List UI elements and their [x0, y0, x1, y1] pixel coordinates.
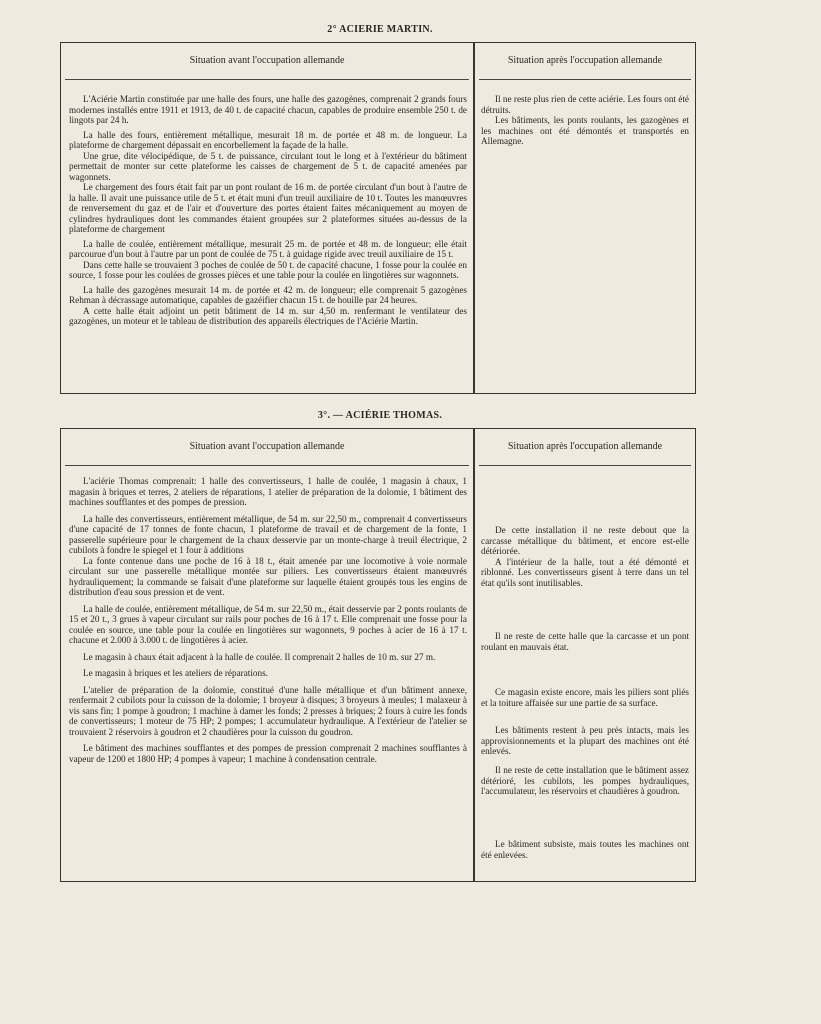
after-block-chaux: [481, 687, 689, 708]
paragraph: Le bâtiment subsiste, mais toutes les machines ont été enlevées.: [481, 839, 689, 860]
section-heading-acierie-thomas: 3°. — ACIÉRIE THOMAS.: [317, 410, 443, 421]
column-header-after: Situation après l'occupation allemande: [507, 55, 663, 66]
column-after-occupation: [475, 43, 695, 393]
paragraph: La fonte contenue dans une poche de 16 à 18 t., était amenée par une locomotive à voie normale circulant sur une passerelle métallique montée sur piliers. Les convertisseurs étaient manœuvrés hydrauliquement; la commande se faisait d'une plateforme sur laquelle étaient groupés tous les engins de distribution d'eau sous pression et de vent.: [69, 555, 467, 597]
paragraph: De cette installation il ne reste debout que la carcasse métallique du bâtiment, et encore est-elle détériorée.: [481, 525, 689, 556]
paragraph: L'atelier de préparation de la dolomie, constitué d'une halle métallique et d'un bâtiment annexe, renfermait 2 cubilots pour la cuisson de la dolomie; 1 broyeur à disques; 3 broyeurs à meules; 1 malaxeur à vis sans fin; 1 pompe à goudron; 1 machine à damer les fonds; 2 presses à briques; 2 fours à cuire les fonds de convertisseurs; 1 moteur de 75 HP; 2 pompes; 1 accumulateur hydraulique. A l'extérieur de l'atelier se trouvaient 2 réservoirs à goudron et 2 chaudières pour la cuisson du goudron.: [69, 684, 467, 737]
before-text: [61, 80, 473, 327]
table-acierie-martin: [60, 42, 696, 394]
column-after-occupation: [475, 429, 695, 881]
paragraph: Les bâtiments, les ponts roulants, les gazogènes et les machines ont été démontés et transportés en Allemagne.: [481, 115, 689, 146]
after-block-coulee: [481, 631, 689, 652]
column-header-before: Situation avant l'occupation allemande: [189, 55, 345, 66]
paragraph: A l'intérieur de la halle, tout a été démonté et riblonné. Les convertisseurs gisent à terre dans un tel état qu'ils sont inutilisables.: [481, 556, 689, 588]
table-acierie-thomas: [60, 428, 696, 882]
column-before-occupation: [61, 429, 473, 881]
column-before-occupation: [61, 43, 473, 393]
column-header-after: Situation après l'occupation allemande: [507, 441, 663, 452]
section-heading-acierie-martin: 2° ACIERIE MARTIN.: [327, 24, 433, 35]
paragraph: Dans cette halle se trouvaient 3 poches de coulée de 50 t. de capacité chacune, 1 fosse pour la coulée en source, 1 fosse pour les coulées de grosses pièces et une table pour la coulée en lingotières sur wagonnets.: [69, 259, 467, 280]
paragraph: La halle des fours, entièrement métallique, mesurait 18 m. de portée et 48 m. de longueur. La plateforme de chargement dépassait en encorbellement la façade de la halle.: [69, 129, 467, 150]
paragraph: La halle des convertisseurs, entièrement métallique, de 54 m. sur 22,50 m., comprenait 4 convertisseurs d'une capacité de 17 tonnes de fonte chacun, 1 plateforme de travail et de chargement de la fonte, 1 passerelle supérieure pour le chargement de la chaux desservie par un monte-charge à treuil électrique, 2 cubilots à fondre le spiegel et 1 four à additions: [69, 513, 467, 555]
paragraph: A cette halle était adjoint un petit bâtiment de 14 m. sur 4,50 m. renfermant le ventilateur des gazogènes, un moteur et le tableau de distribution des appareils électriques de l'Aciérie Martin.: [69, 305, 467, 326]
paragraph: Les bâtiments restent à peu près intacts, mais les approvisionnements et la plupart des machines ont été enlevés.: [481, 725, 689, 756]
after-block-briques: [481, 725, 689, 757]
paragraph: L'aciérie Thomas comprenait: 1 halle des convertisseurs, 1 halle de coulée, 1 magasin à chaux, 1 magasin à briques et terres, 2 ateliers de réparations, 1 atelier de préparation de la dolomie, 1 bâtiment des machines soufflantes et des pompes de pression.: [69, 476, 467, 507]
paragraph: Le bâtiment des machines soufflantes et des pompes de pression comprenait 2 machines soufflantes à vapeur de 1200 et 1800 HP; 4 pompes à vapeur; 1 machine à condensation centrale.: [69, 743, 467, 764]
after-block-dolomie: [481, 765, 689, 797]
paragraph: La halle de coulée, entièrement métallique, mesurait 25 m. de portée et 48 m. de longueur; elle était parcourue d'un bout à l'autre par un pont de coulée de 75 t. à guidage rigide avec treuil auxiliaire de 15 t.: [69, 238, 467, 259]
paragraph: L'Aciérie Martin constituée par une halle des fours, une halle des gazogènes, comprenait 2 grands fours modernes installés entre 1911 et 1913, de 40 t. de capacité chacun, capables de produire ensemble 250 t. de lingots par 24 h.: [69, 94, 467, 125]
paragraph: Il ne reste plus rien de cette aciérie. Les fours ont été détruits.: [481, 94, 689, 115]
header-rule: [479, 465, 691, 466]
after-text: [475, 80, 695, 147]
paragraph: La halle de coulée, entièrement métallique, de 54 m. sur 22,50 m., était desservie par 2 ponts roulants de 15 et 20 t., 3 grues à vapeur circulant sur rails pour poches de 16 à 17 t. Elle comprenait une fosse pour la coulée en source, une table pour la coulée en lingotières sur wagonnets, 9 poches à acier de 16 à 17 t. chacune et 2.000 à 3.000 t. de lingotières à acier.: [69, 603, 467, 645]
paragraph: Ce magasin existe encore, mais les piliers sont pliés et la toiture affaisée sur une partie de sa surface.: [481, 687, 689, 708]
paragraph: Le magasin à chaux était adjacent à la halle de coulée. Il comprenait 2 halles de 10 m. sur 27 m.: [83, 651, 436, 662]
before-text: [61, 466, 473, 764]
after-block-machines: [481, 839, 689, 860]
paragraph: Le chargement des fours était fait par un pont roulant de 16 m. de portée circulant d'un bout à l'autre de la halle. Il avait une puissance utile de 5 t. et était muni d'un treuil auxiliaire de 10 t. Toutes les manœuvres de renversement du gaz et de l'air et d'ouverture des portes étaient faites mécaniquement au moyen de cylindres hydrauliques dont les commandes étaient groupées sur 2 plateformes situées au-dessus de la plateforme de chargement: [69, 182, 467, 234]
paragraph: La halle des gazogènes mesurait 14 m. de portée et 42 m. de longueur; elle comprenait 5 gazogènes Rehman à décrassage automatique, capables de gazéifier chacun 15 t. de houille par 24 heures.: [69, 284, 467, 305]
paragraph: Une grue, dite vélocipédique, de 5 t. de puissance, circulant tout le long et à l'extérieur du bâtiment permettait de monter sur cette plateforme les caisses de chargement de 5 t. de capacité amenées par wagonnets.: [69, 150, 467, 182]
column-header-before: Situation avant l'occupation allemande: [189, 441, 345, 452]
paragraph: Il ne reste de cette installation que le bâtiment assez détérioré, les cubilots, les pompes hydrauliques, l'accumulateur, les réservoirs et chaudières à goudron.: [481, 765, 689, 796]
paragraph: Le magasin à briques et les ateliers de réparations.: [83, 668, 268, 678]
paragraph: Il ne reste de cette halle que la carcasse et un pont roulant en mauvais état.: [481, 631, 689, 652]
after-block-convertisseurs: [481, 525, 689, 588]
